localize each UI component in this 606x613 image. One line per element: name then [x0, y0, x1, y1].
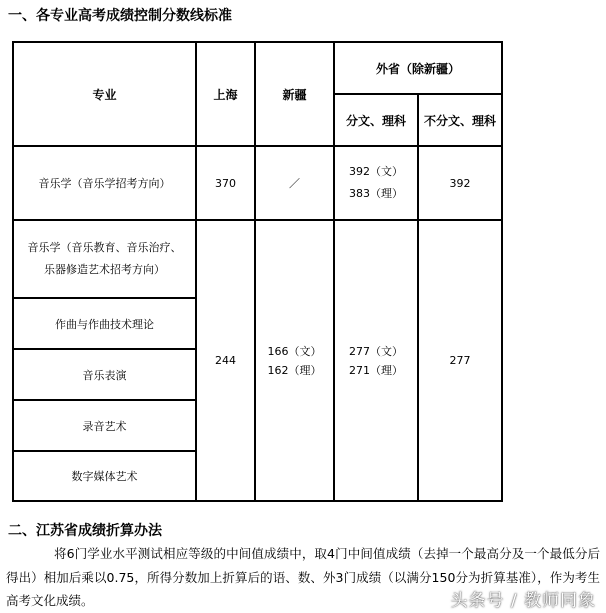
row1-split-wen: 392（文） [349, 165, 403, 178]
row1-major: 音乐学（音乐学招考方向） [13, 146, 196, 220]
group-split-wen: 277（文） [349, 344, 403, 358]
header-split: 分文、理科 [334, 94, 418, 146]
table-header-row [13, 42, 502, 94]
group-xinjiang [255, 220, 334, 501]
group-major-2: 作曲与作曲技术理论 [13, 298, 196, 349]
section1-title: 一、各专业高考成绩控制分数线标准 [8, 8, 232, 24]
section2-title: 二、江苏省成绩折算办法 [8, 523, 162, 539]
group-xinjiang-li: 162（理） [267, 363, 322, 377]
row1-split-li: 383（理） [349, 187, 403, 200]
row1-split [334, 146, 418, 220]
group-shanghai: 244 [196, 220, 255, 501]
header-other-provinces: 外省（除新疆） [334, 42, 502, 94]
score-table [12, 41, 503, 502]
group-split [334, 220, 418, 501]
group-major-1 [13, 220, 196, 298]
group-major-1-line2: 乐器修造艺术招考方向） [44, 263, 165, 276]
group-major-3: 音乐表演 [13, 349, 196, 400]
table-row [13, 146, 502, 220]
section2-paragraph-text: 将6门学业水平测试相应等级的中间值成绩中，取4门中间值成绩（去掉一个最高分及一个最低分后得出）相加后乘以0.75，所得分数加上折算后的语、数、外3门成绩（以满分150分为折算基准），作为考生高考文化成绩。 [6, 546, 600, 608]
header-shanghai: 上海 [196, 42, 255, 146]
header-nosplit: 不分文、理科 [418, 94, 502, 146]
group-major-5: 数字媒体艺术 [13, 451, 196, 501]
watermark: 头条号 / 教师同象 [450, 591, 596, 611]
group-nosplit: 277 [418, 220, 502, 501]
row1-nosplit: 392 [418, 146, 502, 220]
header-xinjiang: 新疆 [255, 42, 334, 146]
row1-shanghai: 370 [196, 146, 255, 220]
table-row [13, 220, 502, 298]
header-major: 专业 [13, 42, 196, 146]
group-major-4: 录音艺术 [13, 400, 196, 451]
group-major-1-line1: 音乐学（音乐教育、音乐治疗、 [27, 241, 182, 254]
group-split-li: 271（理） [349, 363, 403, 377]
group-xinjiang-wen: 166（文） [267, 344, 322, 358]
row1-xinjiang: ／ [255, 146, 334, 220]
